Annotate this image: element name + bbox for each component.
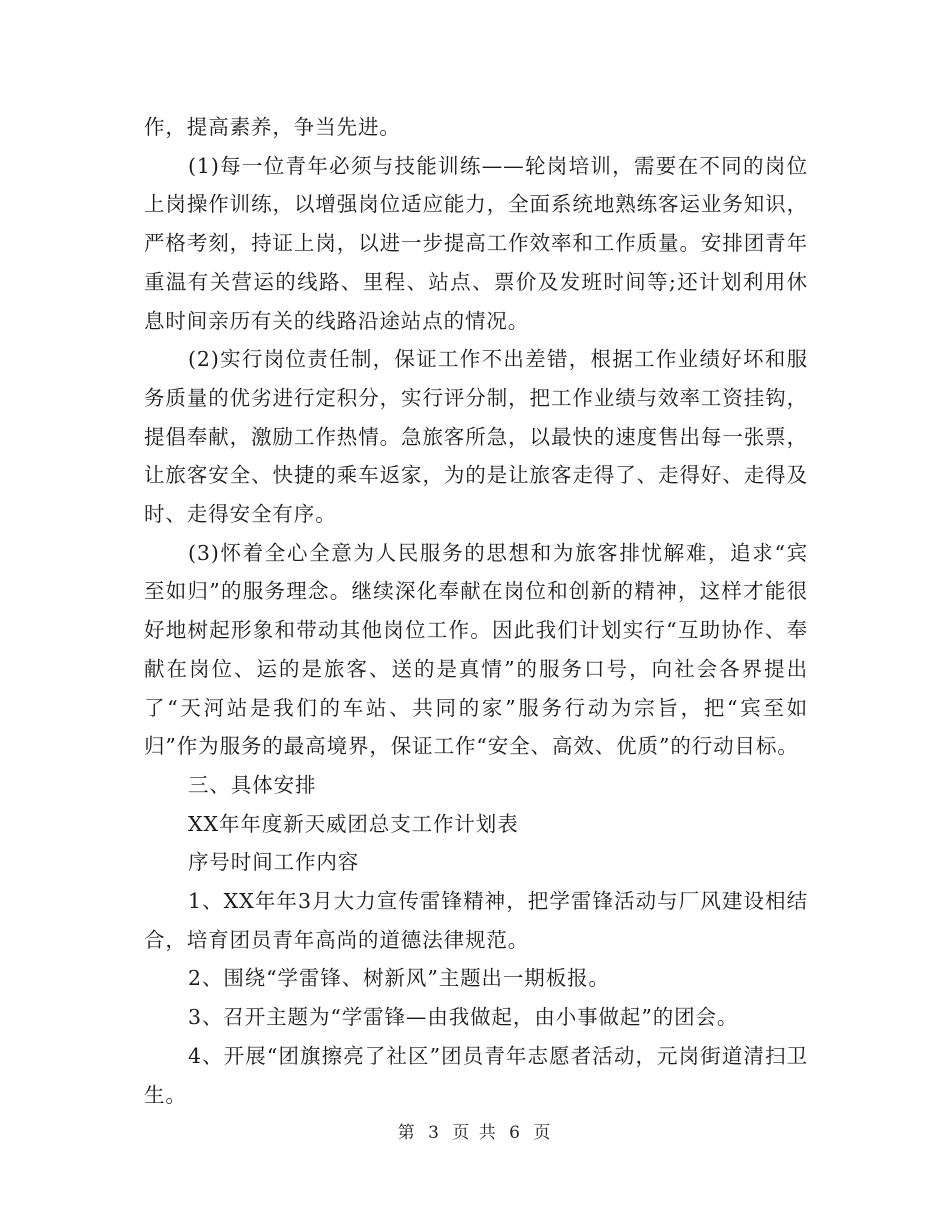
document-body — [144, 108, 808, 1114]
paragraph-continuation: 作，提高素养，争当先进。 — [144, 115, 401, 139]
plan-table-title: XX年年度新天威团总支工作计划表 — [188, 811, 519, 836]
plan-item-1: 1、XX年年3月大力宣传雷锋精神，把学雷锋活动与厂风建设相结合，培育团员青年高尚的道德法律规范。 — [144, 889, 808, 952]
plan-item-2: 2、围绕“学雷锋、树新风”主题出一期板报。 — [188, 966, 610, 991]
current-page-number: 3 — [428, 1123, 441, 1143]
page-footer — [0, 1118, 950, 1143]
footer-suffix: 页 — [533, 1123, 553, 1143]
paragraph-item-1-rotation-training: (1)每一位青年必须与技能训练——轮岗培训，需要在不同的岗位上岗操作训练，以增强岗位适应能力，全面系统地熟练客运业务知识，严格考刻，持证上岗，以进一步提高工作效率和工作质量。安排团青年重温有关营运的线路、里程、站点、票价及发班时间等;还计划利用休息时间亲历有关的线路沿途站点的情况。 — [144, 153, 808, 333]
section-heading-specific-arrangements: 三、具体安排 — [188, 772, 317, 797]
total-page-count: 6 — [509, 1123, 522, 1143]
paragraph-item-3-service-concept: (3)怀着全心全意为人民服务的思想和为旅客排忧解难，追求“宾至如归”的服务理念。继续深化奉献在岗位和创新的精神，这样才能很好地树起形象和带动其他岗位工作。因此我们计划实行“互助协作、奉献在岗位、运的是旅客、送的是真情”的服务口号，向社会各界提出了“天河站是我们的车站、共同的家”服务行动为宗旨，把“宾至如归”作为服务的最高境界，保证工作“安全、高效、优质”的行动目标。 — [144, 540, 808, 759]
plan-table-header: 序号时间工作内容 — [188, 850, 360, 875]
footer-prefix: 第 — [397, 1123, 417, 1143]
plan-item-3: 3、召开主题为“学雷锋—由我做起，由小事做起”的团会。 — [188, 1005, 739, 1030]
plan-item-4: 4、开展“团旗擦亮了社区”团员青年志愿者活动，元岗街道清扫卫生。 — [144, 1043, 808, 1107]
paragraph-item-2-responsibility-system: (2)实行岗位责任制，保证工作不出差错，根据工作业绩好坏和服务质量的优劣进行定积分，实行评分制，把工作业绩与效率工资挂钩，提倡奉献，激励工作热情。急旅客所急，以最快的速度售出每一张票，让旅客安全、快捷的乘车返家，为的是让旅客走得了、走得好、走得及时、走得安全有序。 — [144, 347, 808, 527]
footer-middle: 页 共 — [452, 1123, 498, 1143]
